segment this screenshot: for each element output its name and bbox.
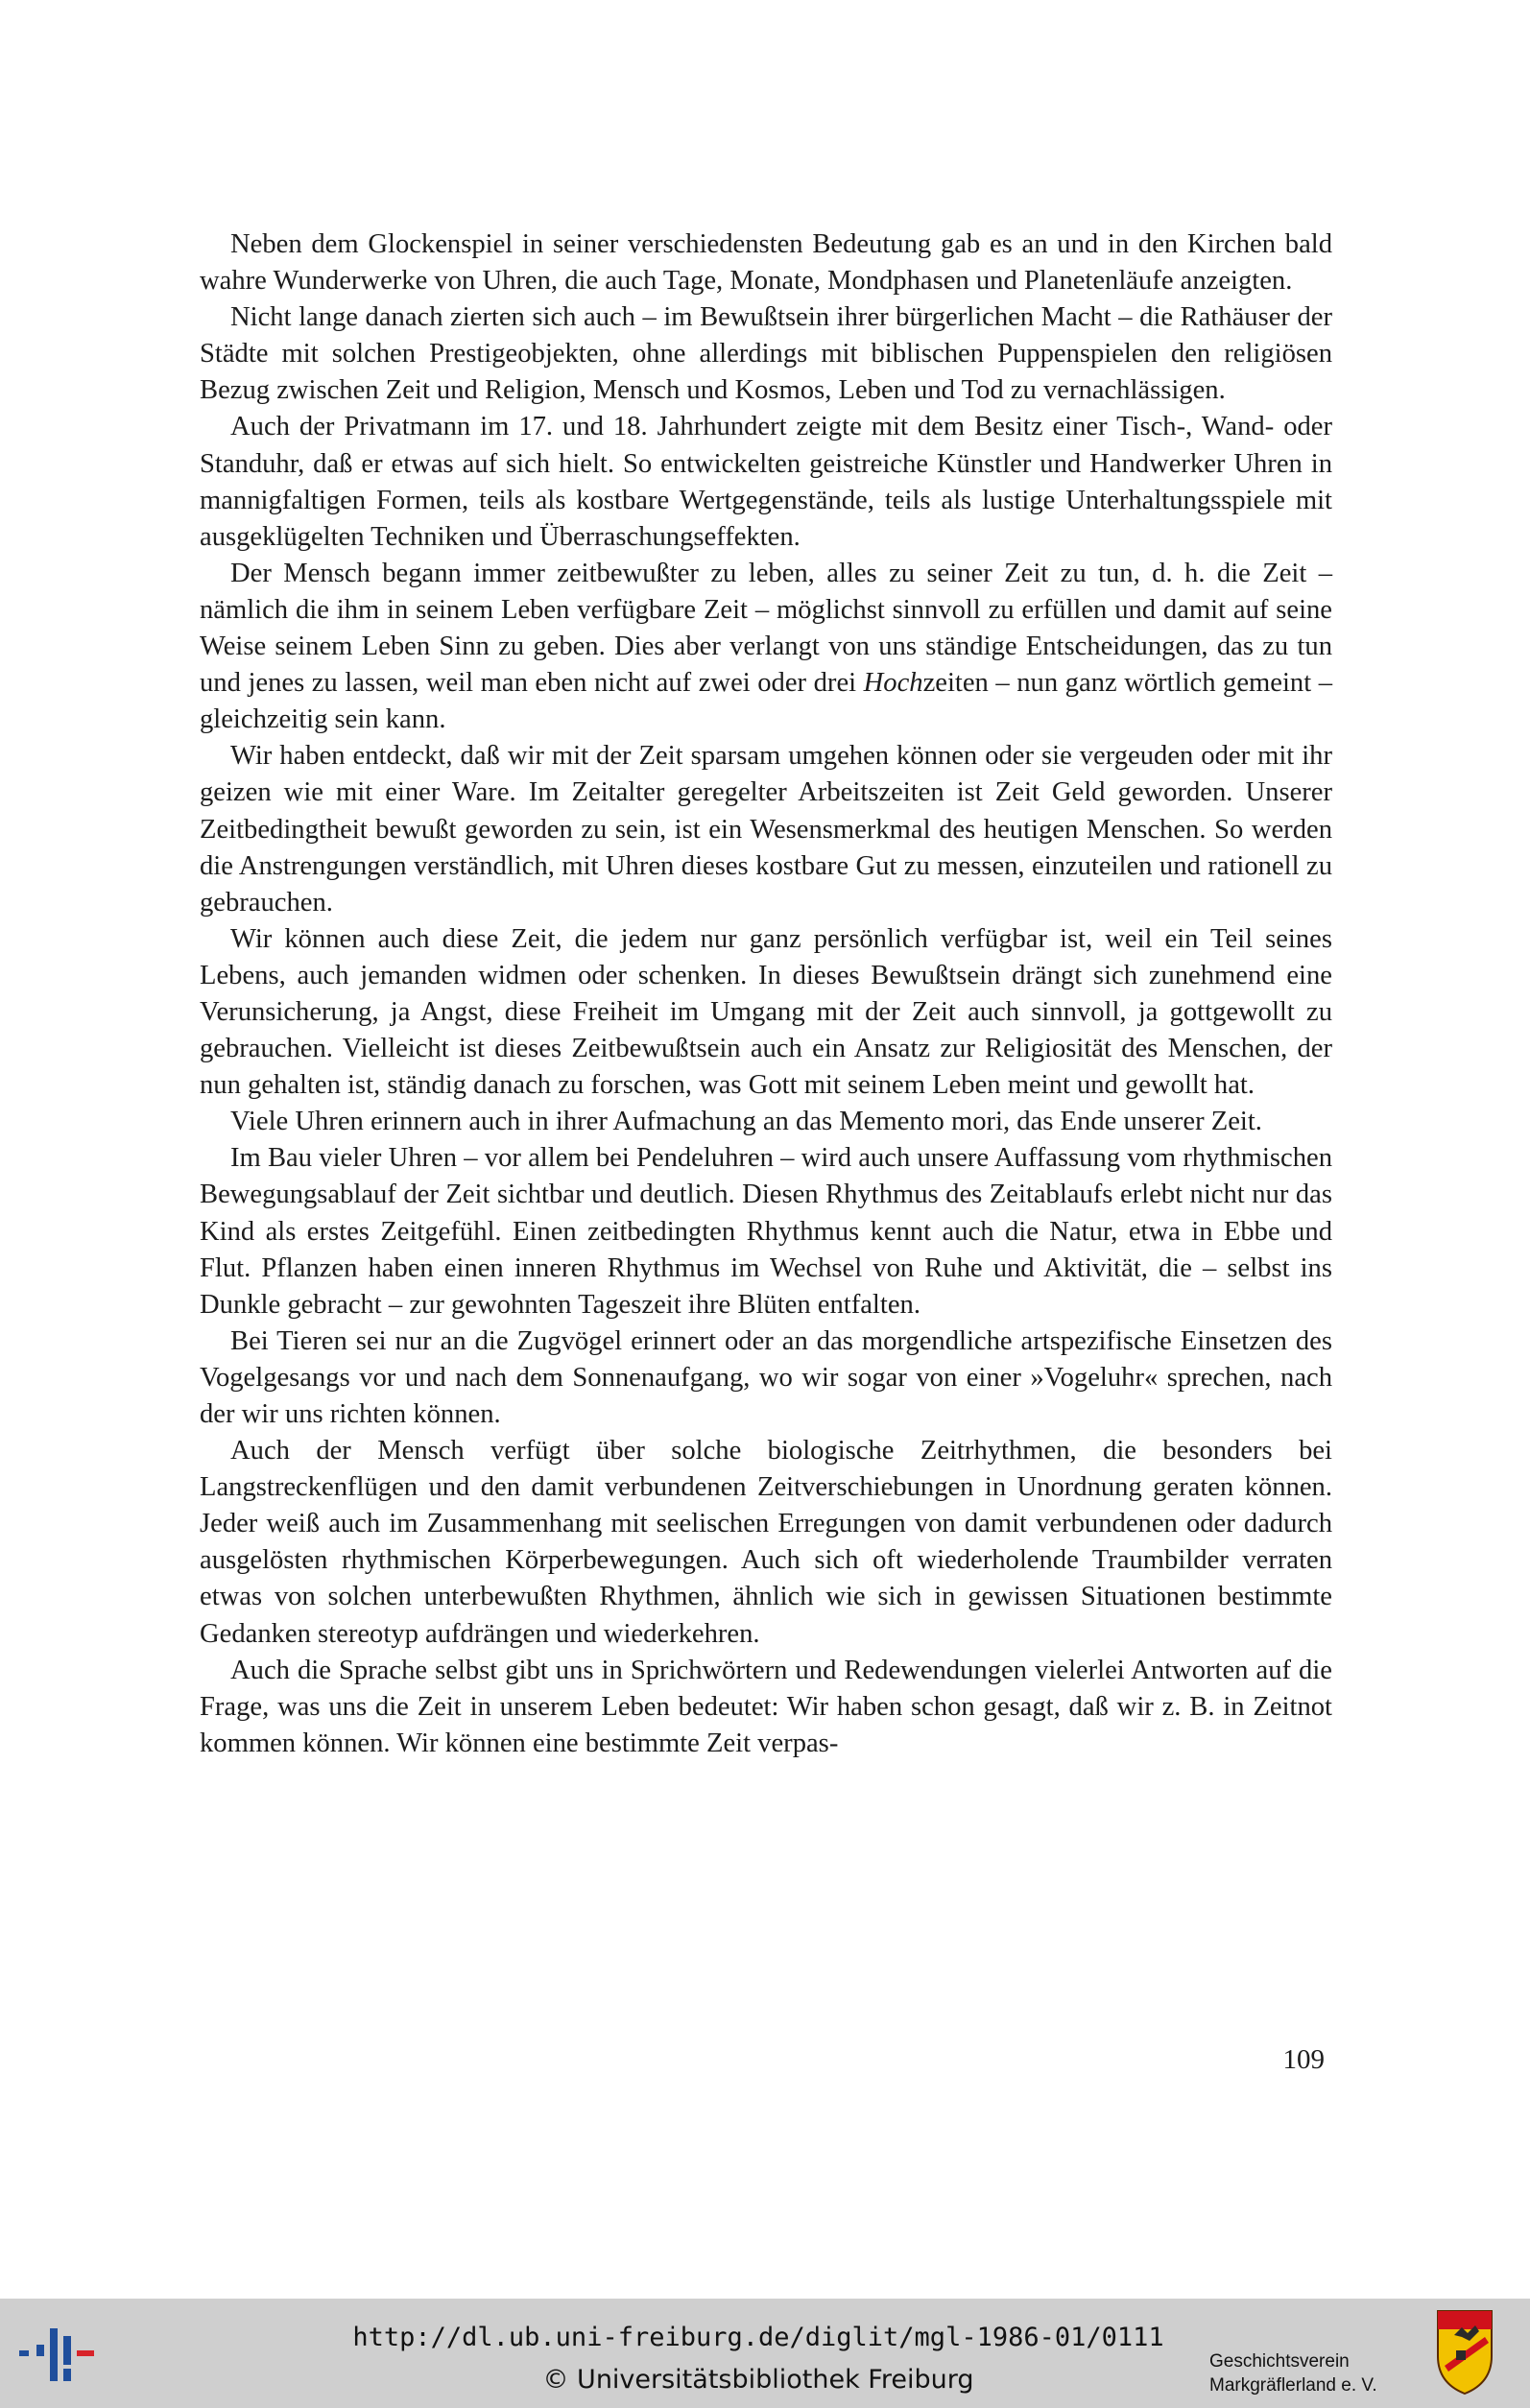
paragraph: Auch der Mensch verfügt über solche biologische Zeitrhythmen, die besonders bei Langstreckenflügen und den damit verbundenen Zeitverschiebungen in Unordnung geraten können. Jeder weiß auch im Zusammenhang mit seelischen Erregungen von damit verbundenen oder dadurch ausgelösten rhythmischen Körperbewegungen. Auch sich oft wiederholende Traumbilder verraten etwas von solchen unterbewußten Rhythmen, ähnlich wie sich in gewissen Situationen bestimmte Gedanken stereotyp aufdrängen und wiederkehren. (200, 1436, 1332, 1649)
society-name (1209, 2349, 1430, 2397)
paragraph: Wir können auch diese Zeit, die jedem nur ganz persönlich verfügbar ist, weil ein Teil seines Lebens, auch jemanden widmen oder schenken. In dieses Bewußtsein drängt sich zunehmend eine Verunsicherung, ja Angst, diese Freiheit im Umgang mit der Zeit auch sinnvoll, ja gottgewollt zu gebrauchen. Vielleicht ist dieses Zeitbewußtsein auch ein Ansatz zur Religiosität des Menschen, der nun gehalten ist, ständig danach zu forschen, was Gott mit seinem Leben meint und gewollt hat. (200, 923, 1332, 1101)
paragraph: Auch die Sprache selbst gibt uns in Sprichwörtern und Redewendungen vielerlei Antworten auf die Frage, was uns die Zeit in unserem Leben bedeutet: Wir haben schon gesagt, daß wir z. B. in Zeitnot kommen können. Wir können eine bestimmte Zeit verpas- (200, 1655, 1332, 1758)
paragraph: Der Mensch begann immer zeitbewußter zu leben, alles zu seiner Zeit zu tun, d. h. die Zeit – nämlich die ihm in seinem Leben verfügbare Zeit – möglichst sinnvoll zu erfüllen und damit auf seine Weise seinem Leben Sinn zu geben. Dies aber verlangt von uns ständige Entscheidungen, das zu tun und jenes zu lassen, weil man eben nicht auf zwei oder drei Hochzeiten – nun ganz wörtlich gemeint – gleichzeitig sein kann. (200, 558, 1333, 735)
society-name-line: Markgräflerland e. V. (1209, 2375, 1377, 2396)
paragraph: Wir haben entdeckt, daß wir mit der Zeit sparsam umgehen können oder sie vergeuden oder mit ihr geizen wie mit einer Ware. Im Zeitalter geregelter Arbeitszeiten ist Zeit Geld geworden. Unserer Zeitbedingtheit bewußt geworden zu sein, ist ein Wesensmerkmal des heutigen Menschen. So werden die Anstrengungen verständlich, mit Uhren dieses kostbare Gut zu messen, einzuteilen und rationell zu gebrauchen. (200, 741, 1332, 918)
footer-copyright: © Universitätsbibliothek Freiburg (542, 2365, 974, 2395)
society-name-line: Geschichtsverein (1209, 2351, 1350, 2372)
paragraph: Nicht lange danach zierten sich auch – im Bewußtsein ihrer bürgerlichen Macht – die Rathäuser der Städte mit solchen Prestigeobjekten, ohne allerdings mit biblischen Puppenspielen den religiösen Bezug zwischen Zeit und Religion, Mensch und Kosmos, Leben und Tod zu vernachlässigen. (200, 302, 1332, 406)
paragraph: Bei Tieren sei nur an die Zugvögel erinnert oder an das morgendliche artspezifische Einsetzen des Vogelgesangs vor und nach dem Sonnenaufgang, wo wir sogar von einer »Vogeluhr« sprechen, nach der wir uns richten können. (200, 1325, 1332, 1429)
footer-url-link[interactable]: http://dl.ub.uni-freiburg.de/diglit/mgl-1986-01/0111 (352, 2323, 1164, 2352)
society-coat-of-arms-icon[interactable] (1435, 2308, 1494, 2396)
paragraph: Im Bau vieler Uhren – vor allem bei Pendeluhren – wird auch unsere Auffassung vom rhythmischen Bewegungsablauf der Zeit sichtbar und deutlich. Diesen Rhythmus des Zeitablaufs erlebt nicht nur das Kind als erstes Zeitgefühl. Einen zeitbedingten Rhythmus kennt auch die Natur, etwa in Ebbe und Flut. Pflanzen haben einen inneren Rhythmus im Wechsel von Ruhe und Aktivität, die – selbst ins Dunkle gebracht – zur gewohnten Tageszeit ihre Blüten entfalten. (200, 1143, 1332, 1320)
page-number: 109 (1282, 2044, 1325, 2075)
paragraph: Neben dem Glockenspiel in seiner verschiedensten Bedeutung gab es an und in den Kirchen bald wahre Wunderwerke von Uhren, die auch Tage, Monate, Mondphasen und Planetenläufe anzeigten. (200, 229, 1332, 297)
paragraph: Viele Uhren erinnern auch in ihrer Aufmachung an das Memento mori, das Ende unserer Zeit. (230, 1107, 1262, 1137)
paragraph: Auch der Privatmann im 17. und 18. Jahrhundert zeigte mit dem Besitz einer Tisch-, Wand- oder Standuhr, daß er etwas auf sich hielt. So entwickelten geistreiche Künstler und Handwerker Uhren in mannigfaltigen Formen, teils als kostbare Wertgegenstände, teils als lustige Unterhaltungsspiele mit ausgeklügelten Techniken und Überraschungseffekten. (200, 412, 1332, 552)
body-text (200, 226, 1332, 1762)
ub-freiburg-logo-icon[interactable] (17, 2319, 98, 2386)
